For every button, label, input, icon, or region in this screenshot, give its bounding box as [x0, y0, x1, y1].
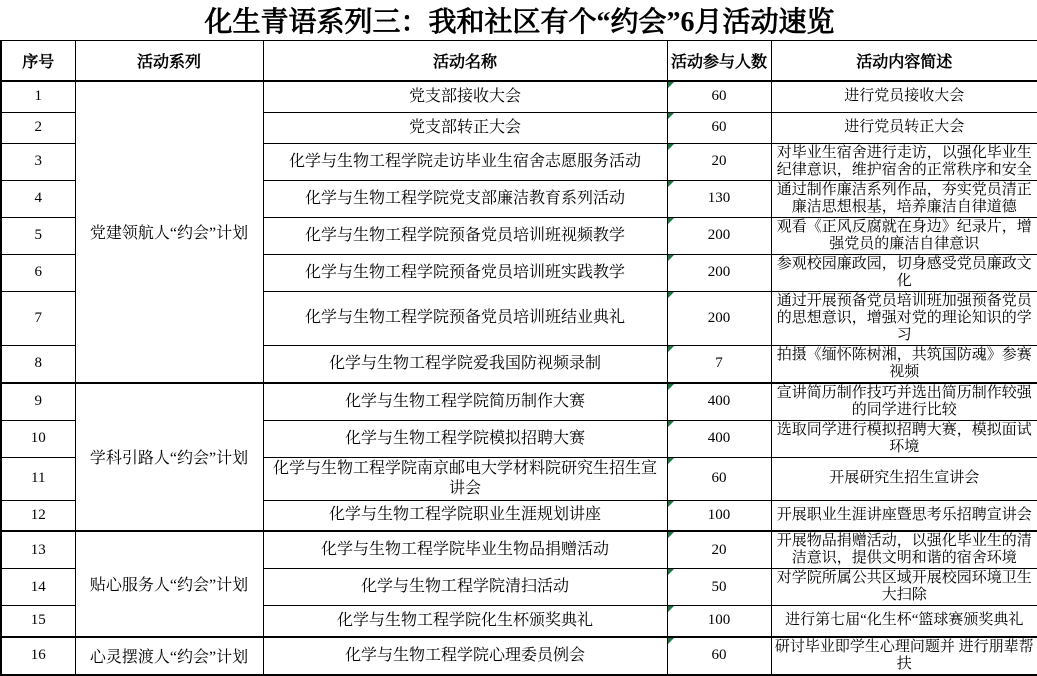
participants-cell[interactable]: [667, 569, 771, 606]
number-stored-as-text-indicator-icon: [668, 255, 674, 261]
participants-value: 60: [711, 88, 727, 105]
participants-cell[interactable]: [667, 500, 771, 531]
participants-cell[interactable]: [667, 112, 771, 143]
participants-value: 400: [707, 430, 731, 446]
activity-name-cell[interactable]: 化学与生物工程学院毕业生物品捐赠活动: [263, 531, 667, 569]
row-number-cell[interactable]: 14: [1, 569, 75, 606]
participants-value: 20: [711, 153, 727, 169]
activity-name-cell[interactable]: 化学与生物工程学院预备党员培训班视频教学: [263, 217, 667, 254]
activity-name-cell[interactable]: 党支部接收大会: [263, 81, 667, 112]
number-stored-as-text-indicator-icon: [668, 421, 674, 427]
number-stored-as-text-indicator-icon: [668, 458, 674, 464]
table-body: [1, 81, 1037, 675]
activity-name-cell[interactable]: 化学与生物工程学院化生杯颁奖典礼: [263, 606, 667, 637]
series-cell[interactable]: 贴心服务人“约会”计划: [75, 531, 263, 637]
participants-value: 60: [711, 647, 727, 663]
participants-cell[interactable]: [667, 143, 771, 180]
participants-cell[interactable]: [667, 291, 771, 345]
number-stored-as-text-indicator-icon: [668, 638, 674, 644]
row-number-cell[interactable]: 5: [1, 217, 75, 254]
description-cell[interactable]: 进行第七届“化生杯“篮球赛颁奖典礼: [771, 606, 1037, 637]
header-activity-series[interactable]: 活动系列: [75, 41, 263, 82]
description-cell[interactable]: 参观校园廉政园，切身感受党员廉政文化: [771, 254, 1037, 291]
participants-value: 50: [711, 578, 727, 595]
description-cell[interactable]: 开展物品捐赠活动，以强化毕业生的清洁意识，提供文明和谐的宿舍环境: [771, 531, 1037, 569]
participants-value: 400: [707, 393, 731, 409]
participants-value: 200: [707, 309, 731, 326]
participants-value: 60: [711, 119, 727, 135]
row-number-cell[interactable]: 9: [1, 383, 75, 421]
row-number-cell[interactable]: 13: [1, 531, 75, 569]
description-cell[interactable]: 通过开展预备党员培训班加强预备党员的思想意识，增强对党的理论知识的学习: [771, 291, 1037, 345]
participants-cell[interactable]: [667, 180, 771, 217]
row-number-cell[interactable]: 3: [1, 143, 75, 180]
number-stored-as-text-indicator-icon: [668, 113, 674, 119]
table-row: [1, 531, 1037, 569]
participants-cell[interactable]: [667, 606, 771, 637]
row-number-cell[interactable]: 4: [1, 180, 75, 217]
participants-cell[interactable]: [667, 345, 771, 383]
description-cell[interactable]: 选取同学进行模拟招聘大赛，模拟面试环境: [771, 420, 1037, 457]
activity-name-cell[interactable]: 化学与生物工程学院模拟招聘大赛: [263, 420, 667, 457]
number-stored-as-text-indicator-icon: [668, 82, 674, 88]
participants-value: 200: [707, 227, 731, 243]
activity-name-cell[interactable]: 化学与生物工程学院预备党员培训班实践教学: [263, 254, 667, 291]
participants-value: 7: [715, 355, 723, 371]
activity-name-cell[interactable]: 化学与生物工程学院清扫活动: [263, 569, 667, 606]
row-number-cell[interactable]: 6: [1, 254, 75, 291]
row-number-cell[interactable]: 11: [1, 457, 75, 500]
series-cell[interactable]: 党建领航人“约会”计划: [75, 81, 263, 383]
row-number-cell[interactable]: 12: [1, 500, 75, 531]
row-number-cell[interactable]: 1: [1, 81, 75, 112]
number-stored-as-text-indicator-icon: [668, 218, 674, 224]
header-activity-name[interactable]: 活动名称: [263, 41, 667, 82]
series-cell[interactable]: 学科引路人“约会”计划: [75, 383, 263, 532]
row-number-cell[interactable]: 2: [1, 112, 75, 143]
participants-cell[interactable]: [667, 457, 771, 500]
number-stored-as-text-indicator-icon: [668, 346, 674, 352]
description-cell[interactable]: 拍摄《缅怀陈树湘，共筑国防魂》参赛视频: [771, 345, 1037, 383]
description-cell[interactable]: 开展职业生涯讲座暨思考乐招聘宣讲会: [771, 500, 1037, 531]
description-cell[interactable]: 对毕业生宿舍进行走访，以强化毕业生纪律意识，维护宿舍的正常秩序和安全: [771, 143, 1037, 180]
row-number-cell[interactable]: 15: [1, 606, 75, 637]
number-stored-as-text-indicator-icon: [668, 606, 674, 612]
participants-cell[interactable]: [667, 217, 771, 254]
number-stored-as-text-indicator-icon: [668, 181, 674, 187]
row-number-cell[interactable]: 7: [1, 291, 75, 345]
description-cell[interactable]: 观看《正风反腐就在身边》纪录片，增强党员的廉洁自律意识: [771, 217, 1037, 254]
activity-name-cell[interactable]: 化学与生物工程学院职业生涯规划讲座: [263, 500, 667, 531]
activity-name-cell[interactable]: 化学与生物工程学院预备党员培训班结业典礼: [263, 291, 667, 345]
participants-value: 100: [707, 506, 731, 523]
number-stored-as-text-indicator-icon: [668, 384, 674, 390]
number-stored-as-text-indicator-icon: [668, 292, 674, 298]
activity-name-cell[interactable]: 化学与生物工程学院心理委员例会: [263, 637, 667, 675]
row-number-cell[interactable]: 16: [1, 637, 75, 675]
participants-value: 60: [711, 470, 727, 486]
number-stored-as-text-indicator-icon: [668, 569, 674, 575]
activity-name-cell[interactable]: 化学与生物工程学院简历制作大赛: [263, 383, 667, 421]
participants-value: 20: [711, 541, 727, 558]
number-stored-as-text-indicator-icon: [668, 501, 674, 507]
activity-name-cell[interactable]: 党支部转正大会: [263, 112, 667, 143]
participants-cell[interactable]: [667, 637, 771, 675]
table-title-row: [1, 0, 1037, 41]
description-cell[interactable]: 进行党员接收大会: [771, 81, 1037, 112]
row-number-cell[interactable]: 10: [1, 420, 75, 457]
header-serial-number[interactable]: 序号: [1, 41, 75, 82]
row-number-cell[interactable]: 8: [1, 345, 75, 383]
description-cell[interactable]: 开展研究生招生宣讲会: [771, 457, 1037, 500]
activity-name-cell[interactable]: 化学与生物工程学院党支部廉洁教育系列活动: [263, 180, 667, 217]
table-row: [1, 383, 1037, 421]
participants-value: 130: [707, 190, 731, 206]
description-cell[interactable]: 进行党员转正大会: [771, 112, 1037, 143]
header-activity-summary[interactable]: 活动内容简述: [771, 41, 1037, 82]
participants-value: 200: [707, 264, 731, 280]
participants-cell[interactable]: [667, 531, 771, 569]
description-cell[interactable]: 宣讲简历制作技巧并选出简历制作较强的同学进行比较: [771, 383, 1037, 421]
description-cell[interactable]: 对学院所属公共区域开展校园环境卫生大扫除: [771, 569, 1037, 606]
description-cell[interactable]: 研讨毕业即学生心理问题并 进行朋辈帮扶: [771, 637, 1037, 675]
activity-name-cell[interactable]: 化学与生物工程学院走访毕业生宿舍志愿服务活动: [263, 143, 667, 180]
table-row: [1, 81, 1037, 112]
page-title[interactable]: 化生青语系列三：我和社区有个“约会”6月活动速览: [1, 0, 1037, 41]
series-cell[interactable]: 心灵摆渡人“约会”计划: [75, 637, 263, 675]
participants-cell[interactable]: [667, 420, 771, 457]
participants-cell[interactable]: [667, 81, 771, 112]
activity-name-cell[interactable]: 化学与生物工程学院南京邮电大学材料院研究生招生宣讲会: [263, 457, 667, 500]
participants-cell[interactable]: [667, 383, 771, 421]
activity-name-cell[interactable]: 化学与生物工程学院爱我国防视频录制: [263, 345, 667, 383]
participants-cell[interactable]: [667, 254, 771, 291]
number-stored-as-text-indicator-icon: [668, 144, 674, 150]
description-cell[interactable]: 通过制作廉洁系列作品，夯实党员清正廉洁思想根基，培养廉洁自律道德: [771, 180, 1037, 217]
table-header-row: [1, 41, 1037, 82]
number-stored-as-text-indicator-icon: [668, 532, 674, 538]
participants-value: 100: [707, 612, 731, 629]
header-participants-count[interactable]: 活动参与人数: [667, 41, 771, 82]
table-row: [1, 637, 1037, 675]
